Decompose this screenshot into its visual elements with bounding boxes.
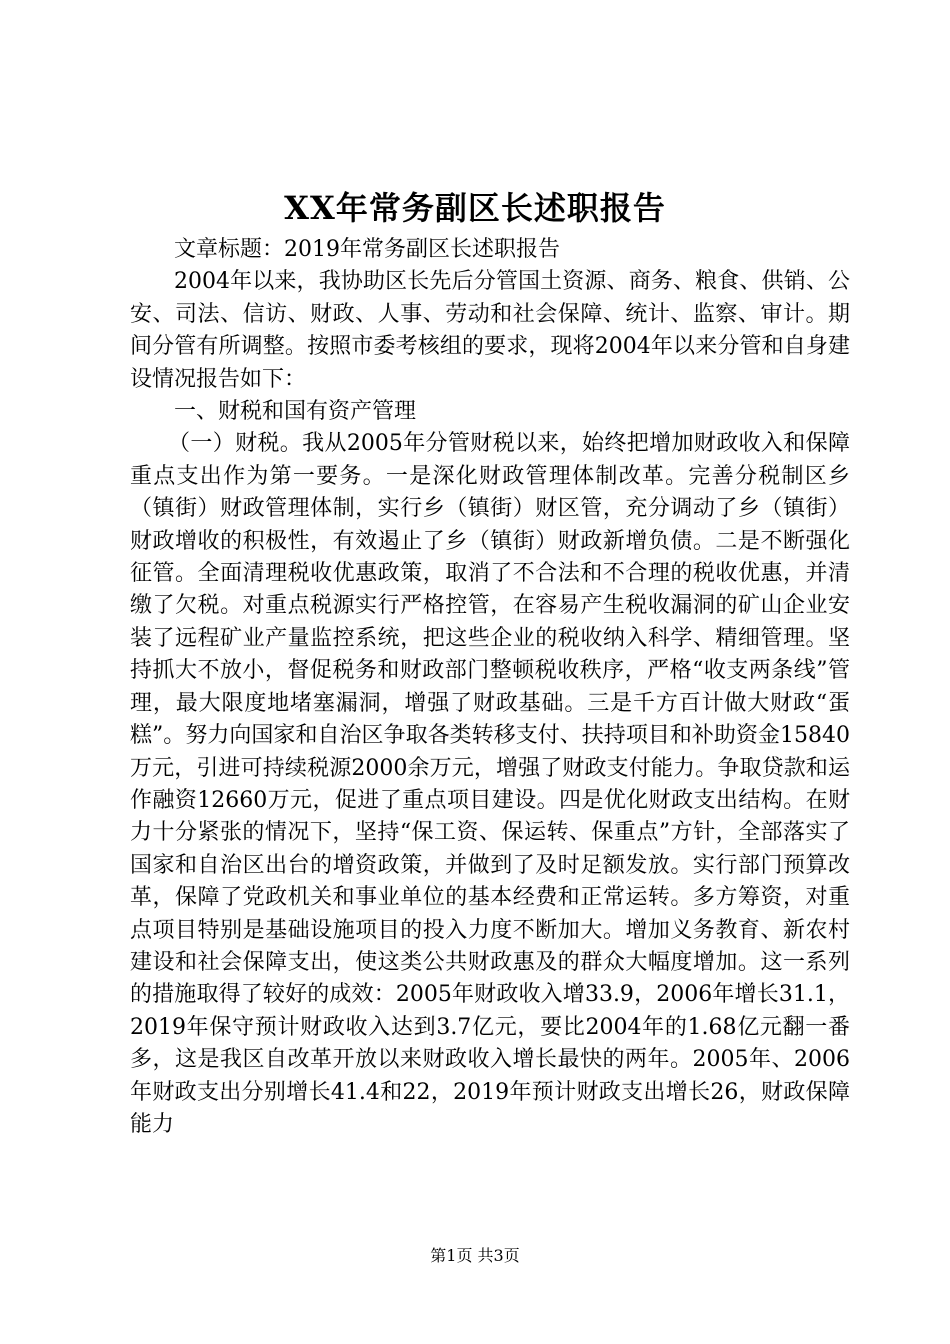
intro-paragraph: 2004年以来，我协助区长先后分管国土资源、商务、粮食、供销、公安、司法、信访、财政、人事、劳动和社会保障、统计、监察、审计。期间分管有所调整。按照市委考核组的要求，现将2004年以来分管和自身建设情况报告如下： bbox=[130, 269, 850, 392]
finance-paragraph: （一）财税。我从2005年分管财税以来，始终把增加财政收入和保障重点支出作为第一要务。一是深化财政管理体制改革。完善分税制区乡（镇街）财政管理体制，实行乡（镇街）财区管，充分调动了乡（镇街）财政增收的积极性，有效遏止了乡（镇街）财政新增负债。二是不断强化征管。全面清理税收优惠政策，取消了不合法和不合理的税收优惠，并清缴了欠税。对重点税源实行严格控管，在容易产生税收漏洞的矿山企业安装了远程矿业产量监控系统，把这些企业的税收纳入科学、精细管理。坚持抓大不放小，督促税务和财政部门整顿税收秩序，严格“收支两条线”管理，最大限度地堵塞漏洞，增强了财政基础。三是千方百计做大财政“蛋糕”。努力向国家和自治区争取各类转移支付、扶持项目和补助资金15840万元，引进可持续税源2000余万元，增强了财政支付能力。争取贷款和运作融资12660万元，促进了重点项目建设。四是优化财政支出结构。在财力十分紧张的情况下，坚持“保工资、保运转、保重点”方针，全部落实了国家和自治区出台的增资政策，并做到了及时足额发放。实行部门预算改革，保障了党政机关和事业单位的基本经费和正常运转。多方筹资，对重点项目特别是基础设施项目的投入力度不断加大。增加义务教育、新农村建设和社会保障支出，使这类公共财政惠及的群众大幅度增加。这一系列的措施取得了较好的成效：2005年财政收入增33.9，2006年增长31.1，2019年保守预计财政收入达到3.7亿元，要比2004年的1.68亿元翻一番多，这是我区自改革开放以来财政收入增长最快的两年。2005年、2006年财政支出分别增长41.4和22，2019年预计财政支出增长26，财政保障能力 bbox=[130, 431, 850, 1137]
page-footer: 第1页 共3页 bbox=[430, 1246, 520, 1265]
article-title-line: 文章标题：2019年常务副区长述职报告 bbox=[174, 237, 560, 262]
section-heading: 一、财税和国有资产管理 bbox=[174, 399, 417, 425]
document-title: XX年常务副区长述职报告 bbox=[284, 189, 666, 227]
document-body bbox=[130, 234, 850, 1141]
